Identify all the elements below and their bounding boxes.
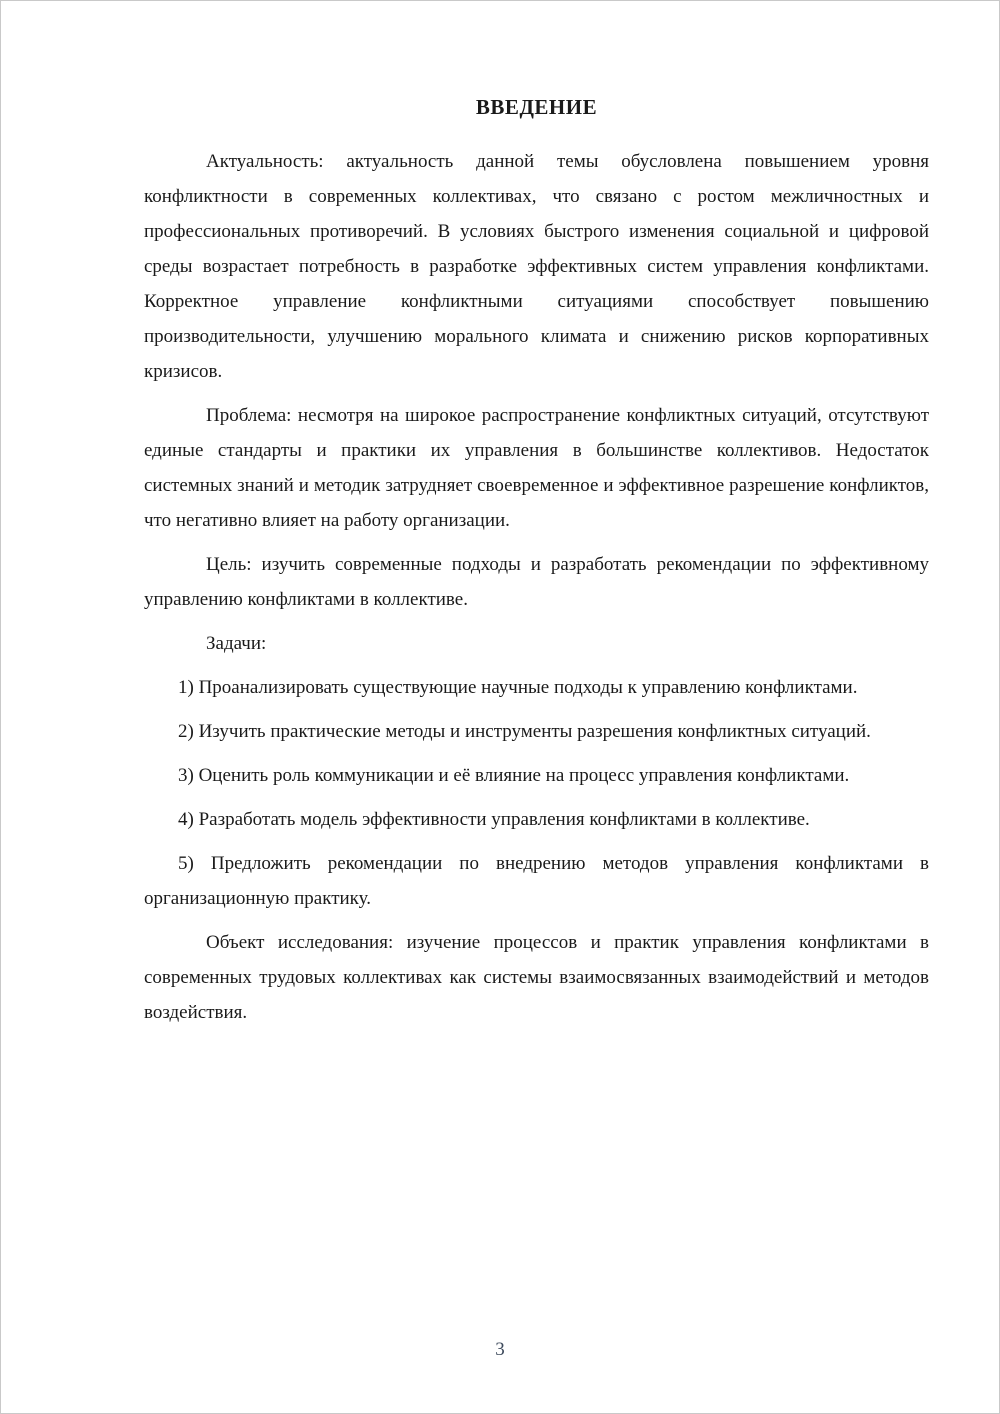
section-title: ВВЕДЕНИЕ xyxy=(475,95,598,119)
tasks-heading: Задачи: xyxy=(206,633,267,654)
task-item-2: 2) Изучить практические методы и инструменты разрешения конфликтных ситуаций. xyxy=(178,721,871,742)
page-content xyxy=(1,1,999,1030)
page-number: 3 xyxy=(495,1339,505,1360)
paragraph-problema: Проблема: несмотря на широкое распространение конфликтных ситуаций, отсутствуют единые стандарты и практики их управления в большинстве коллективов. Недостаток системных знаний и методик затрудняет своевременное и эффективное разрешение конфликтов, что негативно влияет на работу организации. xyxy=(144,405,929,531)
paragraph-tsel: Цель: изучить современные подходы и разработать рекомендации по эффективному управлению конфликтами в коллективе. xyxy=(144,554,929,610)
task-item-1: 1) Проанализировать существующие научные подходы к управлению конфликтами. xyxy=(178,677,858,698)
paragraph-aktualnost: Актуальность: актуальность данной темы обусловлена повышением уровня конфликтности в современных коллективах, что связано с ростом межличностных и профессиональных противоречий. В условиях быстрого изменения социальной и цифровой среды возрастает потребность в разработке эффективных систем управления конфликтами. Корректное управление конфликтными ситуациями способствует повышению производительности, улучшению морального климата и снижению рисков корпоративных кризисов. xyxy=(144,151,929,382)
task-item-3: 3) Оценить роль коммуникации и её влияние на процесс управления конфликтами. xyxy=(178,765,850,786)
task-item-4: 4) Разработать модель эффективности управления конфликтами в коллективе. xyxy=(178,809,810,830)
paragraph-obyekt: Объект исследования: изучение процессов и практик управления конфликтами в современных трудовых коллективах как системы взаимосвязанных взаимодействий и методов воздействия. xyxy=(144,932,929,1023)
task-item-5: 5) Предложить рекомендации по внедрению методов управления конфликтами в организационную практику. xyxy=(144,853,929,909)
